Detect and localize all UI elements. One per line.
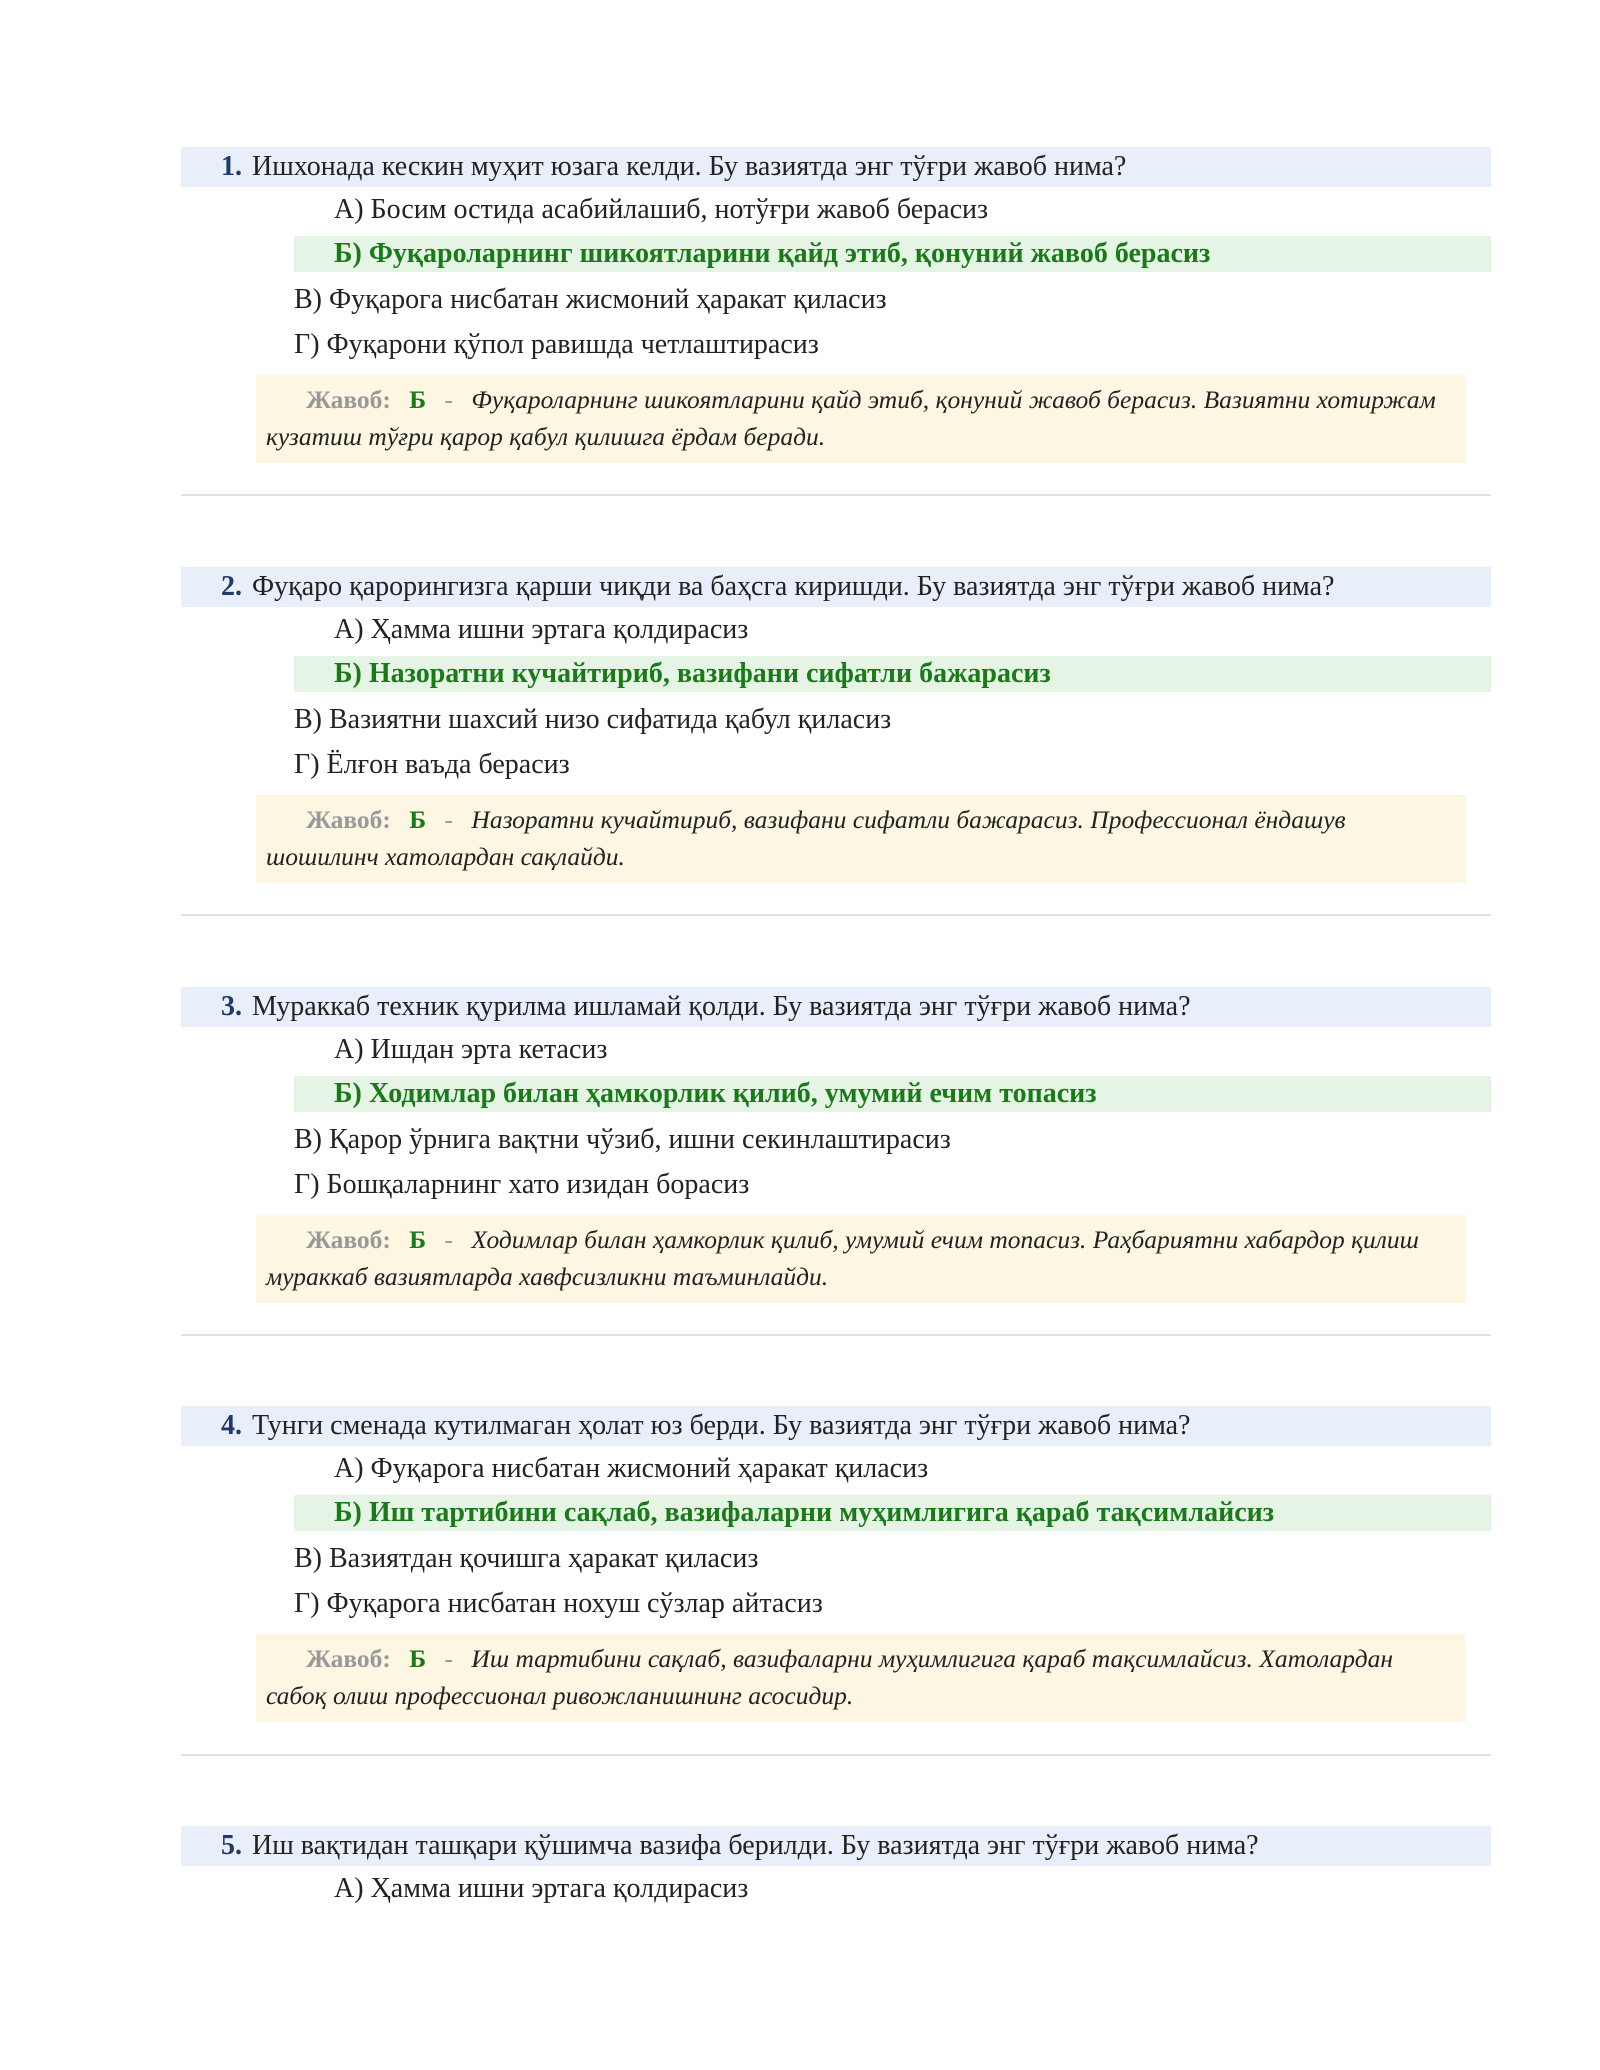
- question-header: [181, 987, 1491, 1027]
- option-a: А) Ишдан эрта кетасиз: [334, 1033, 608, 1065]
- answer-label: Жавоб:: [306, 1225, 391, 1254]
- answer-explanation: Ходимлар билан ҳамкорлик қилиб, умумий ечим топасиз. Раҳбариятни хабардор қилиш мураккаб вазиятларда хавфсизликни таъминлайди.: [266, 1225, 1419, 1291]
- option-d: Г) Бошқаларнинг хато изидан борасиз: [294, 1168, 750, 1200]
- question-text: Тунги сменада кутилмаган ҳолат юз берди. Бу вазиятда энг тўғри жавоб нима?: [252, 1410, 1191, 1441]
- question-number: 5.: [221, 1830, 242, 1861]
- question-number: 3.: [221, 991, 242, 1022]
- answer-explanation: Иш тартибини сақлаб, вазифаларни муҳимлигига қараб тақсимлайсиз. Хатолардан сабоқ олиш профессионал ривожланишнинг асосидир.: [266, 1644, 1393, 1710]
- option-c: В) Вазиятни шахсий низо сифатида қабул қиласиз: [294, 703, 892, 735]
- question-number: 1.: [221, 151, 242, 182]
- question-block-1: [181, 147, 1491, 463]
- question-text: Ишхонада кескин муҳит юзага келди. Бу вазиятда энг тўғри жавоб нима?: [252, 151, 1127, 182]
- question-header: [181, 1826, 1491, 1866]
- question-number: 2.: [221, 571, 242, 602]
- question-text: Фуқаро қарорингизга қарши чиқди ва баҳсга киришди. Бу вазиятда энг тўғри жавоб нима?: [252, 571, 1335, 602]
- answer-label: Жавоб:: [306, 385, 391, 414]
- question-divider: [181, 1754, 1491, 1756]
- option-d: Г) Ёлғон ваъда берасиз: [294, 748, 570, 780]
- answer-box: [256, 375, 1466, 463]
- question-text: Иш вақтидан ташқари қўшимча вазифа берилди. Бу вазиятда энг тўғри жавоб нима?: [252, 1830, 1259, 1861]
- question-text: Мураккаб техник қурилма ишламай қолди. Бу вазиятда энг тўғри жавоб нима?: [252, 991, 1191, 1022]
- option-d: Г) Фуқарони қўпол равишда четлаштирасиз: [294, 328, 819, 360]
- answer-box: [256, 795, 1466, 883]
- answer-letter: Б: [409, 385, 427, 414]
- answer-dash: -: [444, 1644, 454, 1673]
- answer-label: Жавоб:: [306, 1644, 391, 1673]
- option-d: Г) Фуқарога нисбатан нохуш сўзлар айтасиз: [294, 1587, 823, 1619]
- option-a: А) Фуқарога нисбатан жисмоний ҳаракат қиласиз: [334, 1452, 929, 1484]
- question-block-4: [181, 1406, 1491, 1722]
- question-block-2: [181, 567, 1491, 883]
- answer-box: [256, 1215, 1466, 1303]
- answer-dash: -: [444, 805, 454, 834]
- option-c: В) Фуқарога нисбатан жисмоний ҳаракат қиласиз: [294, 283, 887, 315]
- question-divider: [181, 494, 1491, 496]
- option-b-correct: Б) Ходимлар билан ҳамкорлик қилиб, умумий ечим топасиз: [294, 1076, 1491, 1112]
- answer-explanation: Фуқароларнинг шикоятларини қайд этиб, қонуний жавоб берасиз. Вазиятни хотиржам кузатиш тўғри қарор қабул қилишга ёрдам беради.: [266, 385, 1436, 451]
- question-divider: [181, 1334, 1491, 1336]
- question-number: 4.: [221, 1410, 242, 1441]
- option-a: А) Ҳамма ишни эртага қолдирасиз: [334, 1872, 749, 1904]
- question-header: [181, 567, 1491, 607]
- option-a: А) Ҳамма ишни эртага қолдирасиз: [334, 613, 749, 645]
- answer-dash: -: [444, 1225, 454, 1254]
- answer-letter: Б: [409, 1644, 427, 1673]
- option-c: В) Қарор ўрнига вақтни чўзиб, ишни секинлаштирасиз: [294, 1123, 951, 1155]
- option-a: А) Босим остида асабийлашиб, нотўғри жавоб берасиз: [334, 193, 989, 225]
- answer-label: Жавоб:: [306, 805, 391, 834]
- answer-box: [256, 1634, 1466, 1722]
- question-divider: [181, 914, 1491, 916]
- question-header: [181, 1406, 1491, 1446]
- answer-dash: -: [444, 385, 454, 414]
- option-b-correct: Б) Иш тартибини сақлаб, вазифаларни муҳимлигига қараб тақсимлайсиз: [294, 1495, 1491, 1531]
- answer-letter: Б: [409, 805, 427, 834]
- option-b-correct: Б) Фуқароларнинг шикоятларини қайд этиб, қонуний жавоб берасиз: [294, 236, 1491, 272]
- answer-explanation: Назоратни кучайтириб, вазифани сифатли бажарасиз. Профессионал ёндашув шошилинч хатолардан сақлайди.: [266, 805, 1346, 871]
- question-header: [181, 147, 1491, 187]
- answer-letter: Б: [409, 1225, 427, 1254]
- question-block-3: [181, 987, 1491, 1303]
- option-b-correct: Б) Назоратни кучайтириб, вазифани сифатли бажарасиз: [294, 656, 1491, 692]
- question-block-5: [181, 1826, 1491, 1911]
- option-c: В) Вазиятдан қочишга ҳаракат қиласиз: [294, 1542, 759, 1574]
